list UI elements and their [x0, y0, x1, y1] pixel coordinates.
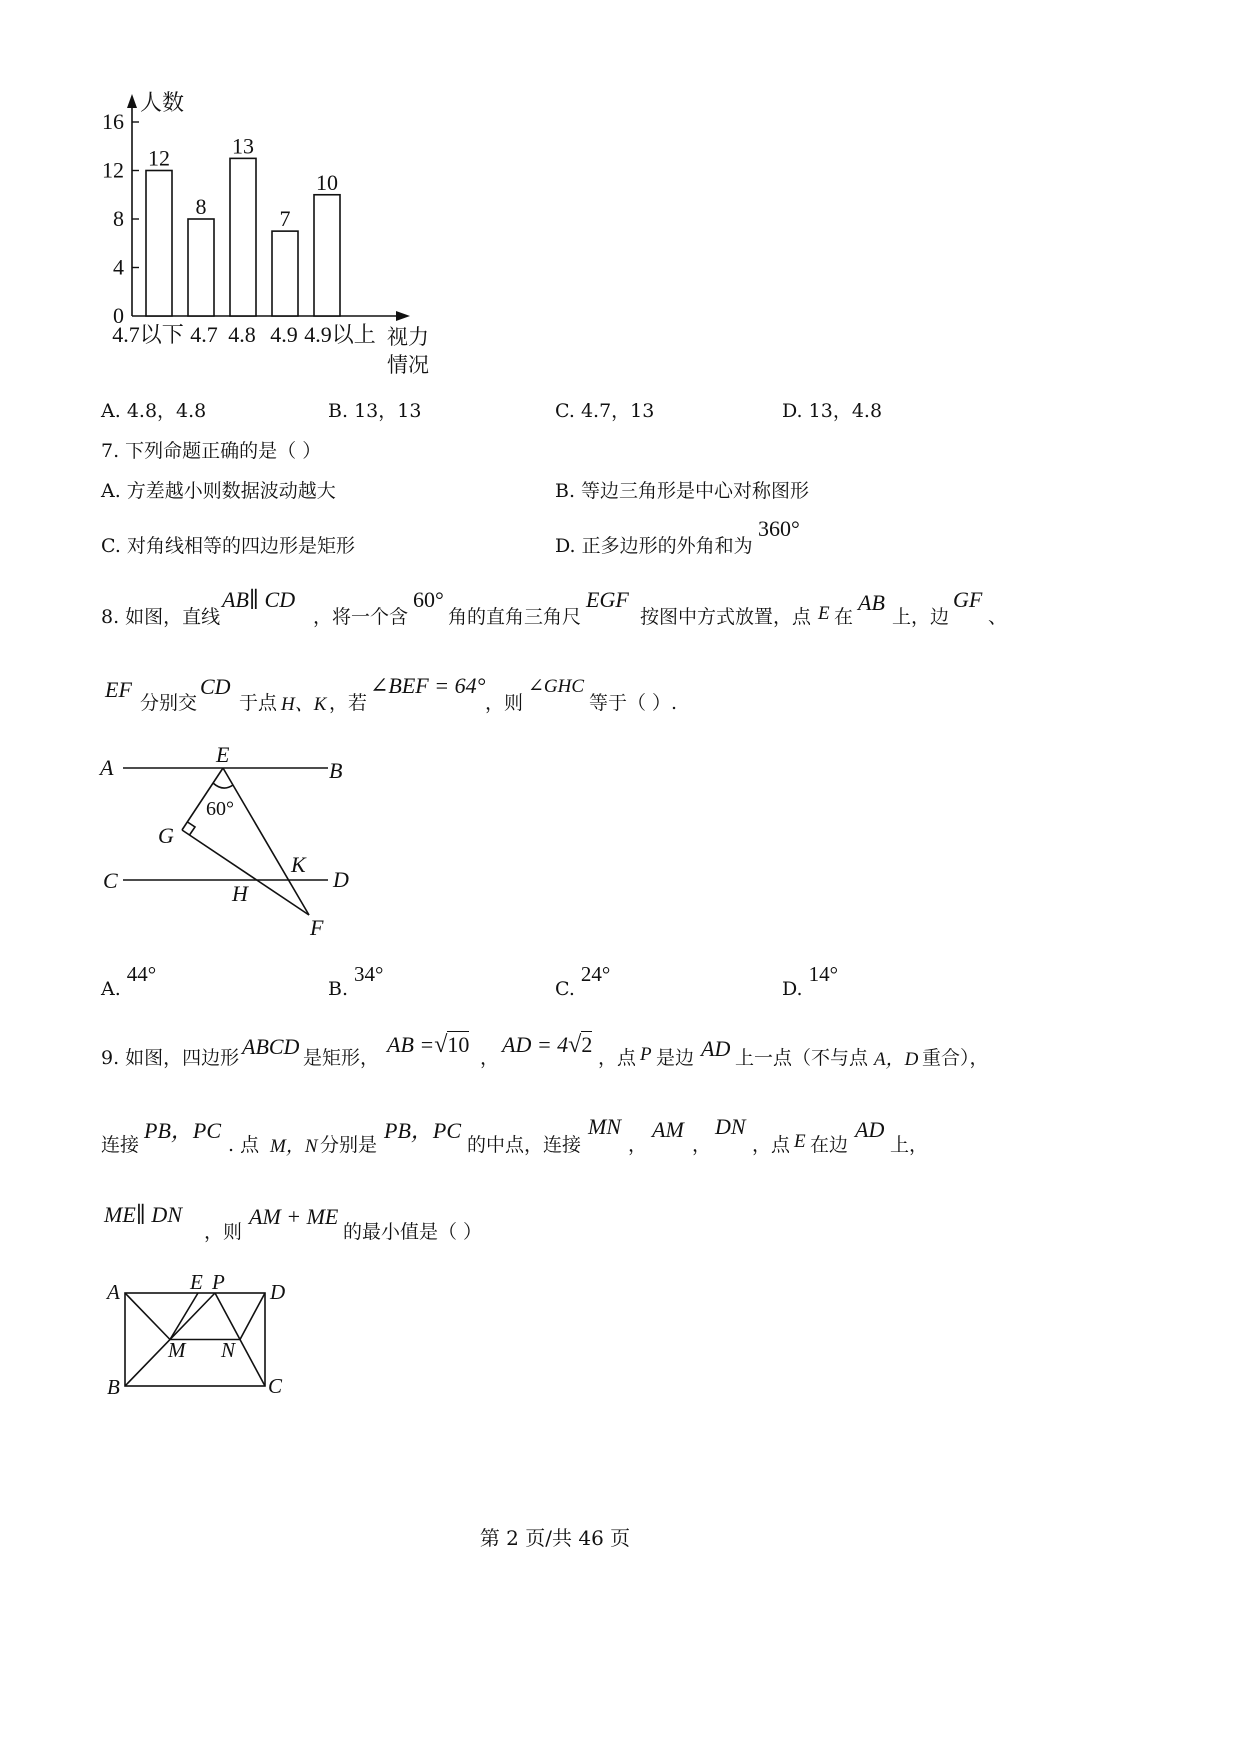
fig8-label-h: H [232, 881, 248, 906]
bar-value-label: 7 [279, 206, 291, 232]
y-tick-label: 16 [102, 109, 124, 134]
q9-text: ， [692, 1134, 712, 1156]
q8-math: AB∥ CD [222, 587, 296, 612]
q8-math: EF [105, 677, 132, 702]
q9-text: 9. 如图，四边形 [101, 1047, 240, 1069]
fig9-label-n: N [221, 1338, 236, 1362]
q8-math: EGF [586, 587, 629, 612]
q9-text: 是边 [656, 1047, 695, 1069]
fig8-label-g: G [158, 823, 174, 848]
q8-math: 60° [413, 587, 444, 612]
q8-math: H、K [281, 694, 327, 715]
fig8-label-a: A [100, 755, 114, 780]
q8-option-d: D.14° [782, 962, 839, 1000]
q8-text: 8. 如图，直线 [101, 606, 221, 628]
q9-math: ME∥ DN [104, 1202, 182, 1227]
q8-text: 上，边 [892, 606, 950, 628]
q9-math: ABCD [242, 1034, 300, 1059]
q9-text: ，点 [752, 1134, 791, 1156]
q9-math: AD [701, 1036, 731, 1061]
q7-option-b: B. 等边三角形是中心对称图形 [555, 480, 810, 502]
bar [230, 158, 256, 316]
q9-text: ， [480, 1047, 500, 1069]
q9-text: 上， [890, 1134, 929, 1156]
q7-option-a: A. 方差越小则数据波动越大 [101, 480, 336, 502]
q8-math: CD [200, 674, 231, 699]
q8-math: ∠BEF = 64° [370, 673, 486, 698]
fig8-label-k: K [291, 852, 306, 877]
q8-option-c: C.24° [555, 962, 611, 1000]
q9-text: 的中点，连接 [467, 1134, 582, 1156]
q9-text: 在边 [810, 1134, 849, 1156]
q9-figure [100, 1268, 300, 1408]
q9-math: AD [855, 1117, 885, 1142]
q9-text: 连接 [101, 1134, 140, 1156]
x-axis-label: 情况 [387, 353, 429, 377]
q9-math: AM + ME [249, 1204, 339, 1229]
y-axis-label: 人数 [140, 90, 185, 115]
q9-math: PB，PC [144, 1118, 221, 1143]
q8-text: ，若 [329, 692, 368, 714]
q7-stem: 7. 下列命题正确的是（ ） [101, 440, 322, 462]
bar-chart [100, 90, 460, 390]
q9-math: DN [715, 1114, 746, 1139]
fig9-label-m: M [168, 1338, 186, 1362]
bar [188, 219, 214, 316]
q8-text: 按图中方式放置，点 [640, 606, 812, 628]
q9-math: AD = 4√2 [502, 1032, 593, 1058]
bar-value-label: 10 [316, 169, 338, 195]
y-tick-label: 12 [102, 157, 124, 183]
q9-math: PB，PC [384, 1118, 461, 1143]
q9-text: 的最小值是（ ） [343, 1221, 483, 1243]
q8-text: 于点 [239, 692, 278, 714]
fig9-label-b: B [107, 1375, 120, 1399]
bar [314, 195, 340, 316]
x-tick-label: 4.8 [228, 322, 256, 347]
q7-option-c: C. 对角线相等的四边形是矩形 [101, 535, 355, 557]
x-axis-arrow [396, 311, 410, 321]
q9-math: A，D [874, 1049, 919, 1070]
y-tick-label: 8 [113, 206, 124, 231]
q6-option-c: C. 4.7，13 [555, 400, 655, 422]
q8-option-a: A.44° [101, 962, 157, 1000]
fig8-angle-label: 60° [206, 798, 234, 820]
q6-option-d: D. 13，4.8 [782, 400, 883, 422]
bar-value-label: 8 [195, 194, 207, 219]
page-footer: 第 2 页/共 46 页 [479, 1526, 631, 1550]
fig8-label-f: F [310, 915, 324, 940]
bar-value-label: 13 [232, 133, 254, 159]
q8-text: ，将一个含 [313, 606, 409, 628]
q9-text: 是矩形， [303, 1047, 380, 1069]
fig9-label-d: D [270, 1280, 286, 1304]
x-tick-label: 4.7以下 [112, 322, 184, 347]
fig8-label-c: C [103, 868, 118, 893]
fig8-label-e: E [216, 742, 230, 767]
fig9-label-a: A [107, 1280, 120, 1304]
q8-math: GF [953, 587, 983, 612]
q9-text: ，则 [204, 1221, 243, 1243]
fig8-label-d: D [333, 867, 349, 892]
q8-math: ∠GHC [528, 676, 585, 697]
q6-option-a: A. 4.8，4.8 [101, 400, 207, 422]
q9-math: E [794, 1131, 806, 1152]
bar-value-label: 12 [148, 145, 170, 171]
q8-math: E [818, 603, 830, 624]
q6-option-b: B. 13，13 [328, 400, 422, 422]
q8-text: ，则 [485, 692, 524, 714]
q8-text: 角的直角三角尺 [448, 606, 582, 628]
fig9-label-e: E [190, 1270, 203, 1294]
q7-option-d: D. 正多边形的外角和为 [555, 535, 753, 557]
fig9-label-p: P [212, 1270, 225, 1294]
x-tick-label: 4.9 [270, 322, 298, 347]
q9-text: 分别是 [320, 1134, 378, 1156]
x-tick-label: 4.7 [190, 322, 218, 347]
q9-text: ，点 [598, 1047, 637, 1069]
q8-text: 分别交 [140, 692, 198, 714]
q9-math: P [640, 1044, 652, 1065]
y-tick-label: 4 [113, 254, 124, 280]
q9-text: ， [628, 1134, 648, 1156]
q8-figure [95, 740, 365, 940]
q9-math: AB =√10 [387, 1032, 470, 1058]
q9-text: 上一点（不与点 [735, 1047, 869, 1069]
q7-option-d-math: 360° [758, 516, 800, 541]
q9-math: AM [652, 1117, 684, 1142]
q9-text: 重合）， [922, 1047, 989, 1069]
fig8-label-b: B [329, 758, 343, 783]
bar [146, 171, 172, 317]
fig9-label-c: C [268, 1374, 283, 1398]
q8-math: AB [858, 590, 885, 615]
q8-text: 在 [834, 606, 854, 628]
q8-text: 等于（ ）. [589, 692, 678, 714]
x-axis-label: 视力 [387, 325, 429, 349]
q8-option-b: B.34° [328, 962, 384, 1000]
q9-math: MN [588, 1114, 621, 1139]
q9-text: . 点 [228, 1134, 260, 1156]
bar [272, 231, 298, 316]
q9-math: M，N [270, 1136, 318, 1157]
q8-text: 、 [988, 606, 1008, 628]
y-tick-label: 0 [113, 303, 124, 328]
y-axis-arrow [127, 94, 137, 108]
x-tick-label: 4.9以上 [304, 322, 376, 347]
